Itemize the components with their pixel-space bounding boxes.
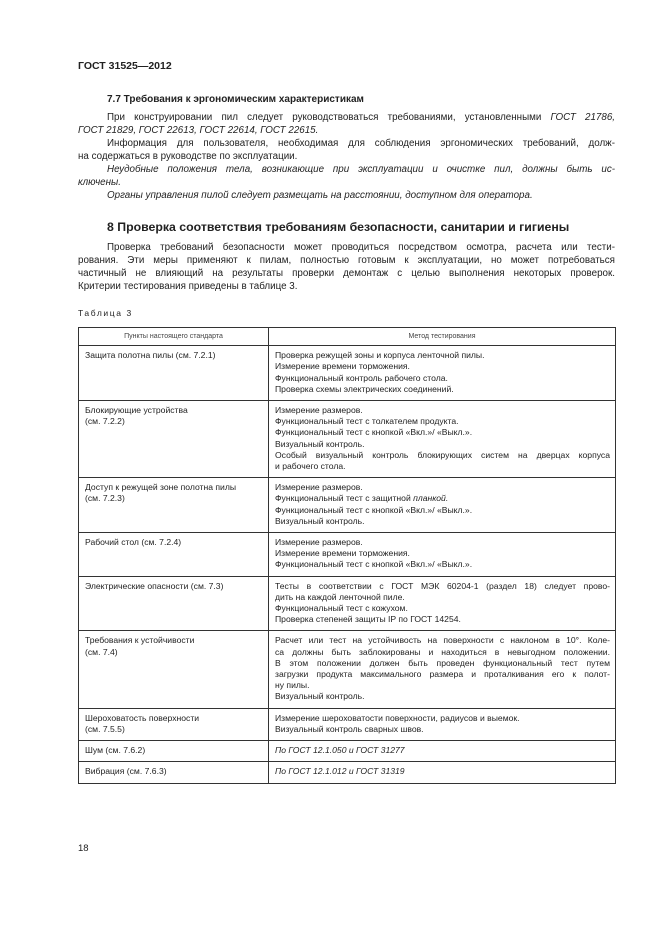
table-row [79, 478, 616, 533]
test-methods-table [78, 327, 616, 784]
text-segment: Функциональный тест с кожухом. [275, 603, 408, 614]
text-line [275, 691, 610, 702]
test-method-cell [269, 631, 616, 708]
text-segment: По ГОСТ 12.1.012 и ГОСТ 31319 [275, 766, 405, 777]
text-line [78, 189, 615, 202]
text-line [78, 124, 615, 137]
test-method-cell [269, 762, 616, 783]
text-line [275, 439, 610, 450]
text-segment: са должны быть заблокированы и находиться в невыгодном положении. [275, 646, 610, 657]
text-segment: При конструировании пил следует руководствоваться требованиями, установленными [107, 112, 551, 123]
text-segment: По ГОСТ 12.1.050 и ГОСТ 31277 [275, 745, 405, 756]
text-line [275, 427, 610, 438]
text-segment: Проверка требований безопасности может проводиться посредством осмотра, расчета или тести- [107, 242, 615, 253]
text-segment: ГОСТ 21786, [550, 112, 615, 123]
text-line [275, 482, 610, 493]
header-method: Метод тестирования [269, 328, 616, 346]
text-line [275, 724, 610, 735]
text-line [275, 713, 610, 724]
text-segment: на содержаться в руководстве по эксплуатации. [78, 151, 298, 162]
text-segment: Визуальный контроль. [275, 515, 365, 526]
standard-item-cell [79, 346, 269, 401]
text-segment: Визуальный контроль. [275, 691, 365, 702]
text-segment: ну пилы. [275, 680, 310, 691]
text-segment: Измерение шероховатости поверхности, радиусов и выемок. [275, 712, 520, 723]
text-segment: ключены. [78, 177, 121, 188]
text-line [275, 350, 610, 361]
test-method-cell [269, 401, 616, 478]
text-segment: планкой. [413, 493, 449, 504]
text-line [275, 361, 610, 372]
text-line [275, 680, 610, 691]
text-segment: дить на каждой ленточной пиле. [275, 591, 405, 602]
text-line [78, 176, 615, 189]
text-line [78, 163, 615, 176]
text-line [275, 384, 610, 395]
text-line [275, 745, 610, 756]
item-line: Шум (см. 7.6.2) [85, 745, 146, 756]
standard-item-cell [79, 576, 269, 631]
standard-item-cell [79, 401, 269, 478]
text-line [275, 766, 610, 777]
item-line: Требования к устойчивости [85, 635, 195, 646]
test-method-cell [269, 576, 616, 631]
text-segment: Информация для пользователя, необходимая для соблюдения эргономических требований, долж- [107, 138, 615, 149]
table-label: Таблица 3 [78, 308, 133, 318]
text-line [275, 614, 610, 625]
text-segment: Измерение времени торможения. [275, 548, 410, 559]
item-line: Блокирующие устройства [85, 405, 188, 416]
test-method-cell [269, 741, 616, 762]
test-method-cell [269, 708, 616, 740]
text-segment: частичный не влияющий на результаты проверки демонтаж с целью выполнения некоторых проверок. [78, 268, 615, 279]
text-line [275, 559, 610, 570]
item-line: Доступ к режущей зоне полотна пилы [85, 482, 237, 493]
text-segment: Визуальный контроль. [275, 438, 365, 449]
text-segment: Функциональный тест с кнопкой «Вкл.»/ «Выкл.». [275, 504, 473, 515]
text-segment: Измерение времени торможения. [275, 361, 410, 372]
table-row [79, 533, 616, 577]
text-line [275, 537, 610, 548]
table-row [79, 346, 616, 401]
text-line [275, 647, 610, 658]
section-8-body [78, 241, 615, 293]
text-segment: Функциональный контроль рабочего стола. [275, 372, 448, 383]
text-segment: Расчет или тест на устойчивость на поверхности с наклоном в 10°. Коле- [275, 635, 610, 646]
text-line [78, 137, 615, 150]
text-line [275, 493, 610, 504]
text-segment: Особый визуальный контроль блокирующих систем на дверцах корпуса [275, 449, 610, 460]
text-segment: Измерение размеров. [275, 405, 363, 416]
item-line: Электрические опасности (см. 7.3) [85, 580, 224, 591]
text-segment: Проверка степеней защиты IP по ГОСТ 14254. [275, 614, 461, 625]
text-line [275, 548, 610, 559]
standard-item-cell [79, 533, 269, 577]
text-segment: В этом положении должен быть проведен функциональный тест путем [275, 657, 610, 668]
text-line [275, 505, 610, 516]
table-row [79, 762, 616, 783]
item-line: (см. 7.2.3) [85, 493, 125, 504]
text-segment: рования. Эти меры применяют к пилам, полностью готовым к эксплуатации, но может потребоваться [78, 255, 615, 266]
text-segment: Проверка режущей зоны и корпуса ленточной пилы. [275, 350, 485, 361]
table-row [79, 631, 616, 708]
text-line [275, 516, 610, 527]
text-segment: загрузки продукта максимального размера и проталкивания его к полот- [275, 669, 610, 680]
test-method-cell [269, 346, 616, 401]
text-line [78, 150, 615, 163]
item-line: Вибрация (см. 7.6.3) [85, 766, 167, 777]
table-row [79, 401, 616, 478]
text-segment: Измерение размеров. [275, 482, 363, 493]
text-segment: Функциональный тест с защитной [275, 493, 414, 504]
table-header-row [79, 328, 616, 346]
text-line [275, 603, 610, 614]
text-line [78, 280, 615, 293]
text-line [275, 669, 610, 680]
test-method-cell [269, 478, 616, 533]
section-8-title: 8 Проверка соответствия требованиям безопасности, санитарии и гигиены [107, 220, 570, 234]
table-row [79, 576, 616, 631]
text-line [275, 405, 610, 416]
section-7-7-body [78, 111, 615, 202]
text-line [78, 254, 615, 267]
text-segment: Измерение размеров. [275, 537, 363, 548]
header-items: Пункты настоящего стандарта [79, 328, 269, 346]
standard-item-cell [79, 762, 269, 783]
text-segment: Функциональный тест с кнопкой «Вкл.»/ «Выкл.». [275, 427, 473, 438]
text-segment: Тесты в соответствии с ГОСТ МЭК 60204-1 (раздел 18) следует прово- [275, 580, 610, 591]
standard-item-cell [79, 631, 269, 708]
standard-item-cell [79, 708, 269, 740]
text-line [275, 450, 610, 461]
text-line [78, 267, 615, 280]
test-method-cell [269, 533, 616, 577]
text-segment: Функциональный тест с кнопкой «Вкл.»/ «Выкл.». [275, 559, 473, 570]
item-line: (см. 7.5.5) [85, 723, 125, 734]
text-line [275, 416, 610, 427]
document-header: ГОСТ 31525—2012 [78, 60, 172, 72]
page-number: 18 [78, 843, 89, 854]
standard-item-cell [79, 741, 269, 762]
text-segment: Органы управления пилой следует размещать на расстоянии, доступном для оператора. [107, 190, 533, 201]
item-line: (см. 7.2.2) [85, 416, 125, 427]
text-line [78, 111, 615, 124]
text-segment: Неудобные положения тела, возникающие при эксплуатации и очистке пил, должны быть ис- [107, 164, 615, 175]
text-segment: Визуальный контроль сварных швов. [275, 723, 424, 734]
text-segment: Проверка схемы электрических соединений. [275, 383, 454, 394]
item-line: Шероховатость поверхности [85, 712, 200, 723]
text-line [275, 658, 610, 669]
text-line [275, 635, 610, 646]
section-7-7-title: 7.7 Требования к эргономическим характеристикам [107, 94, 364, 105]
table-row [79, 708, 616, 740]
text-line [275, 461, 610, 472]
item-line: Рабочий стол (см. 7.2.4) [85, 537, 182, 548]
text-segment: ГОСТ 21829, ГОСТ 22613, ГОСТ 22614, ГОСТ 22615. [78, 125, 319, 136]
text-line [275, 581, 610, 592]
text-line [78, 241, 615, 254]
table-row [79, 741, 616, 762]
text-segment: Критерии тестирования приведены в таблице 3. [78, 281, 298, 292]
standard-item-cell [79, 478, 269, 533]
text-segment: Функциональный тест с толкателем продукта. [275, 416, 459, 427]
text-line [275, 592, 610, 603]
text-segment: и рабочего стола. [275, 461, 346, 472]
text-line [275, 373, 610, 384]
item-line: (см. 7.4) [85, 646, 118, 657]
item-line: Защита полотна пилы (см. 7.2.1) [85, 350, 216, 361]
